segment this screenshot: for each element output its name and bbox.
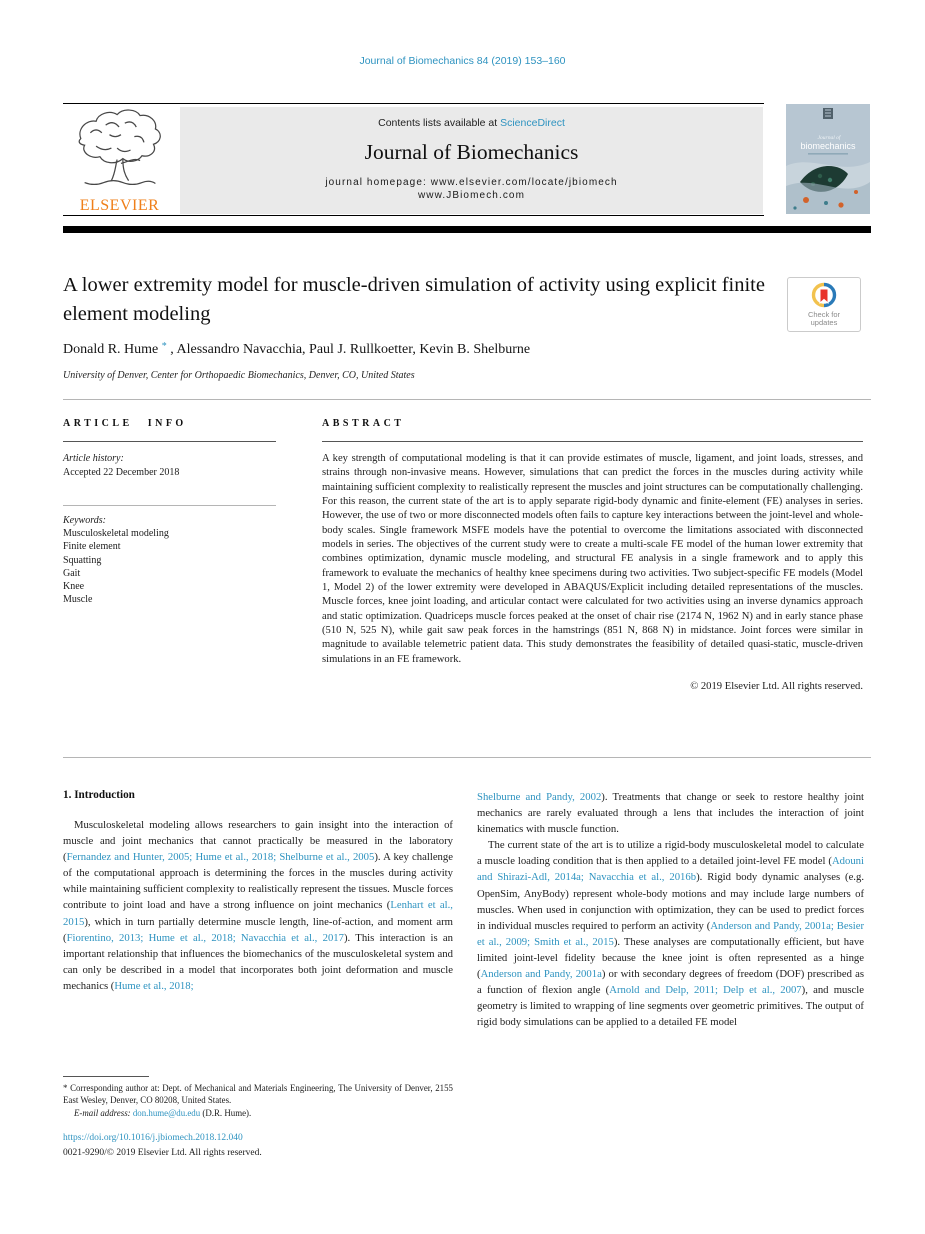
- keyword-item: Knee: [63, 581, 85, 593]
- citation-link[interactable]: Arnold and Delp, 2011; Delp et al., 2007: [609, 984, 802, 997]
- text-run: ). These analyses are computationally efficient, but have limited joint-level fidelity because the knee joint is often represented as a hinge (: [477, 935, 864, 981]
- author-affiliation: University of Denver, Center for Orthopaedic Biomechanics, Denver, CO, United States: [63, 370, 415, 381]
- journal-masthead: [180, 107, 763, 214]
- author-name: Donald R. Hume: [63, 342, 159, 357]
- text-run: Musculoskeletal modeling allows researchers to gain insight into the interaction of muscle and joint mechanics that cannot practically be measured in the laboratory (: [63, 819, 453, 864]
- keyword-item: Muscle: [63, 594, 93, 606]
- keywords-list: [63, 527, 276, 606]
- copyright-line: © 2019 Elsevier Ltd. All rights reserved.: [690, 681, 863, 693]
- article-history: [63, 452, 276, 479]
- email-line: [63, 1107, 453, 1119]
- elsevier-logo: [63, 106, 176, 214]
- journal-cover-image: [786, 104, 870, 214]
- footnote-rule: [63, 1076, 149, 1077]
- header-rule-top: [63, 103, 764, 104]
- keyword-item: Musculoskeletal modeling: [63, 528, 169, 540]
- citation-link[interactable]: Anderson and Pandy, 2001a: [480, 968, 602, 981]
- keywords-label: Keywords:: [63, 515, 106, 526]
- body-right-column: [477, 789, 864, 1030]
- homepage-url-1: journal homepage: www.elsevier.com/locate/jbiomech: [325, 177, 618, 188]
- journal-cover-thumbnail: [786, 104, 870, 214]
- footnote-marker: *: [63, 1083, 68, 1093]
- article-history-value: Accepted 22 December 2018: [63, 466, 180, 478]
- text-run: ). Treatments that change or seek to restore healthy joint mechanics are rarely evaluated through a lens that includes the interaction of joint kinematics with muscle function.: [477, 791, 865, 836]
- citation-link[interactable]: Fiorentino, 2013; Hume et al., 2018; Navacchia et al., 2017: [66, 931, 344, 944]
- email-suffix: (D.R. Hume).: [200, 1107, 252, 1118]
- article-history-label: Article history:: [63, 453, 124, 464]
- author-names-rest: , Alessandro Navacchia, Paul J. Rullkoetter, Kevin B. Shelburne: [170, 342, 531, 357]
- sciencedirect-link[interactable]: ScienceDirect: [500, 117, 565, 129]
- info-block-top-rule: [63, 399, 871, 400]
- citation-link[interactable]: Hume et al., 2018;: [114, 979, 194, 992]
- citation-link[interactable]: Adouni and Shirazi-Adl, 2014a; Navacchia et al., 2016b: [477, 855, 864, 884]
- elsevier-tree-icon: [66, 106, 174, 194]
- homepage-url-2: www.JBiomech.com: [417, 190, 526, 201]
- text-run: The current state of the art is to utilize a rigid-body musculoskeletal model to calculate a muscle loading condition that is then applied to a detailed joint-level FE model (: [477, 839, 864, 868]
- keywords-top-rule: [63, 505, 276, 506]
- running-head-journal-ref: Journal of Biomechanics 84 (2019) 153–160: [359, 55, 566, 67]
- keywords-block: [63, 514, 276, 606]
- abstract-heading: ABSTRACT: [322, 418, 405, 429]
- citation-link[interactable]: Shelburne and Pandy, 2002: [477, 791, 602, 803]
- text-run: ), which in turn partially determine muscle length, line-of-action, and moment arm (: [63, 915, 453, 944]
- email-link[interactable]: don.hume@du.edu: [132, 1107, 201, 1118]
- footnote-body: Corresponding author at: Dept. of Mechanical and Materials Engineering, The University of Denver, 2155 East Wesley, Denver, CO 80208, United States.: [63, 1083, 453, 1106]
- corresponding-author-marker[interactable]: *: [161, 341, 167, 352]
- doi-link[interactable]: https://doi.org/10.1016/j.jbiomech.2018.12.040: [63, 1133, 243, 1143]
- check-for-updates-icon: [811, 282, 837, 308]
- article-footer: [63, 1131, 483, 1160]
- citation-link[interactable]: Fernandez and Hunter, 2005; Hume et al., 2018; Shelburne et al., 2005: [66, 851, 375, 864]
- journal-homepage: [180, 176, 763, 202]
- contents-line: [180, 117, 763, 129]
- abstract-heading-rule: [322, 441, 863, 442]
- paragraph: [477, 789, 864, 837]
- text-run: ). This interaction is an important relationship that influences the biomechanics of the musculoskeletal system and can only be described in a model that incorporates both joint deformation and muscle mechanics (: [63, 931, 453, 992]
- text-run: ) or with secondary degrees of freedom (DOF) prescribed as a function of flexion angle (: [477, 968, 864, 997]
- article-title: A lower extremity model for muscle-driven simulation of activity using explicit finite element modeling: [63, 274, 765, 325]
- header-rule-bottom: [63, 215, 764, 216]
- badge-label-line1: Check for: [807, 309, 841, 319]
- text-run: ), and muscle geometry is limited to wrapping of line segments over geometric primitives. The output of rigid body simulations can be applied to a detailed FE model: [477, 984, 864, 1029]
- text-run: ). Rigid body dynamic analyses (e.g. OpenSim, AnyBody) represent whole-body motions and may include large numbers of muscles. When used in conjunction with optimization, they can be used to predict forces in individual muscles required to perform an activity (: [477, 871, 864, 932]
- paragraph: [477, 837, 864, 1030]
- keyword-item: Finite element: [63, 541, 121, 553]
- abstract-text: A key strength of computational modeling is that it can provide estimates of muscle, ligament, and joint loads, stresses, and strains through non-invasive means. However, simulations that can predict the forces in the muscles during activity while maintaining sufficient complexity to realistically represent the muscles and joint structures can be computationally challenging. For this reason, the current state of the art is to apply separate rigid-body dynamic and finite-element (FE) analyses in series. However, the use of two or more disconnected models often fails to capture key interactions between the joint-level and whole-body scales. Single framework MSFE models have the potential to overcome the limitations associated with disconnected models in series. The objectives of the current study were to create a multi-scale FE model of the human lower extremity that combines optimization, dynamic muscle modeling, and structural FE analysis in a single framework and to apply this framework to evaluate the mechanics of healthy knee specimens during two activities. Two subject-specific FE models (Model 1, Model 2) of the lower extremity were developed in ABAQUS/Explicit including detailed representations of the muscles. Muscle forces, knee joint loading, and articular contact were calculated for two activities using an inverse dynamics approach and static optimization. Quadriceps muscle forces peaked at the onset of chair rise (2174 N, 1962 N) and in early stance phase (510 N, 525 N), while gait saw peak forces in the hamstrings (851 N, 868 N) in midstance. Joint forces were similar in magnitude to available telemetric patient data. This study demonstrates the feasibility of detailed quasi-static, muscle-driven simulations in an FE framework.: [322, 453, 863, 665]
- citation-link[interactable]: Lenhart et al., 2015: [63, 899, 453, 928]
- corresponding-author-footnote: [63, 1076, 453, 1119]
- body-top-rule: [63, 757, 871, 758]
- article-info-heading-rule: [63, 441, 276, 442]
- article-info-heading: ARTICLE INFO: [63, 418, 187, 429]
- section-heading-introduction: 1. Introduction: [63, 789, 135, 801]
- text-run: ). A key challenge of the computational approach is determining the forces in the muscles during activity while maintaining sufficient complexity to realistically represent the tissues. Muscle forces contribute to joint load and have a strong influence on joint mechanics (: [63, 851, 453, 912]
- elsevier-wordmark: ELSEVIER: [79, 197, 160, 214]
- journal-title: Journal of Biomechanics: [364, 140, 579, 164]
- author-list: [63, 341, 863, 358]
- keyword-item: Squatting: [63, 554, 102, 566]
- issn-copyright-line: 0021-9290/© 2019 Elsevier Ltd. All rights reserved.: [63, 1147, 262, 1158]
- svg-text:biomechanics: biomechanics: [800, 141, 856, 151]
- svg-text:Journal of: Journal of: [817, 135, 841, 141]
- badge-label-line2: updates: [810, 318, 838, 327]
- email-label: E-mail address:: [74, 1107, 133, 1118]
- check-for-updates-badge[interactable]: [787, 277, 861, 332]
- keyword-item: Gait: [63, 567, 81, 579]
- footnote-text: [63, 1082, 453, 1107]
- paragraph: [63, 817, 453, 994]
- body-left-column: [63, 789, 453, 994]
- contents-line-text: Contents lists available at: [378, 117, 501, 129]
- separator-bar: [63, 226, 871, 233]
- citation-link[interactable]: Anderson and Pandy, 2001a; Besier et al., 2009; Smith et al., 2015: [477, 919, 865, 948]
- abstract-block: [322, 452, 863, 695]
